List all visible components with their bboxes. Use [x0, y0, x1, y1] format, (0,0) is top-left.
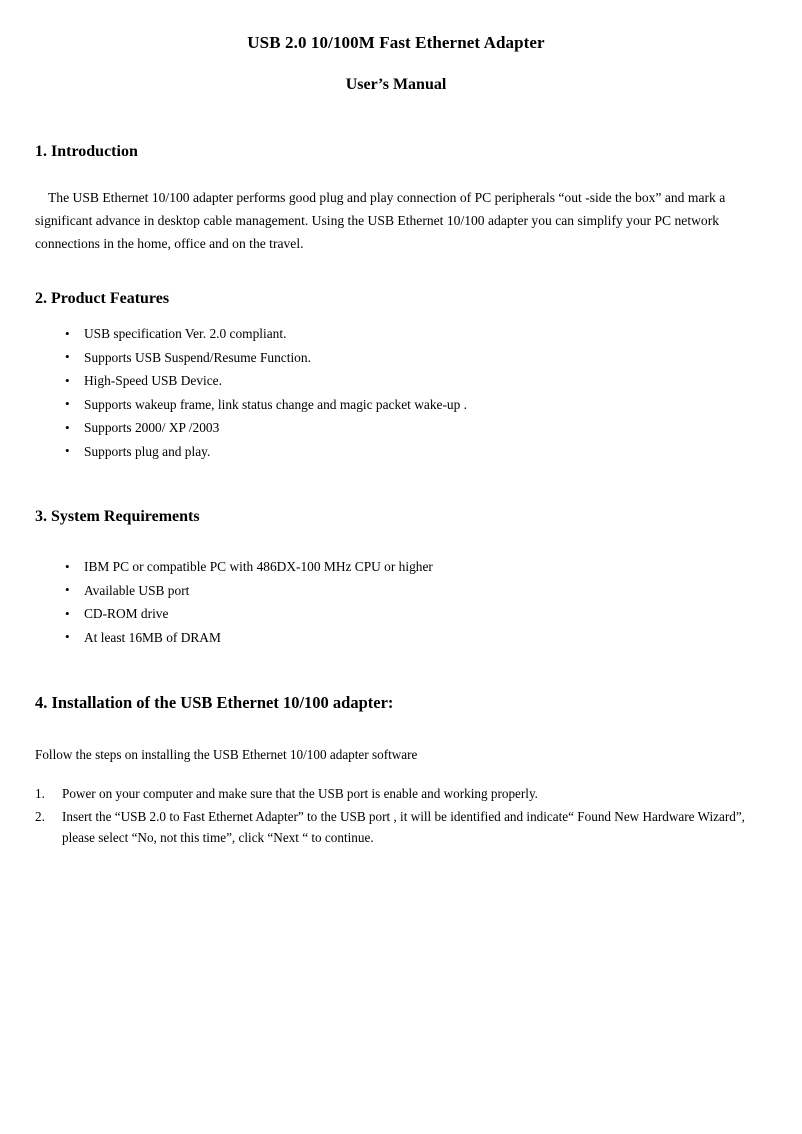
- list-item-text: Available USB port: [84, 582, 190, 598]
- section-heading-installation: 4. Installation of the USB Ethernet 10/100 adapter:: [35, 693, 394, 712]
- list-item-text: Supports plug and play.: [84, 443, 211, 459]
- document-body: [35, 0, 757, 850]
- list-item-text: Supports USB Suspend/Resume Function.: [84, 349, 311, 365]
- list-item-text: CD-ROM drive: [84, 606, 169, 621]
- list-item: [35, 579, 757, 603]
- list-item: [35, 783, 757, 805]
- list-item-text: Power on your computer and make sure that the USB port is enable and working properly.: [62, 786, 538, 801]
- section-heading-system-requirements: 3. System Requirements: [35, 508, 200, 525]
- list-item: [35, 393, 757, 417]
- list-item: [35, 806, 757, 849]
- list-item: [35, 346, 757, 370]
- list-item: [35, 369, 757, 393]
- list-item: [35, 416, 757, 440]
- section-heading-product-features: 2. Product Features: [35, 290, 170, 307]
- list-item-text: USB specification Ver. 2.0 compliant.: [84, 326, 287, 341]
- installation-steps-list: [35, 766, 757, 849]
- list-item-text: Supports wakeup frame, link status change and magic packet wake-up .: [84, 396, 467, 412]
- list-item-text: IBM PC or compatible PC with 486DX-100 MHz CPU or higher: [84, 559, 433, 574]
- list-item: [35, 626, 757, 650]
- product-features-list: [35, 309, 757, 463]
- list-item-text: Supports 2000/ XP /2003: [84, 420, 220, 435]
- installation-intro-paragraph: Follow the steps on installing the USB Ethernet 10/100 adapter software: [35, 747, 418, 762]
- list-item-text: Insert the “USB 2.0 to Fast Ethernet Adapter” to the USB port , it will be identified and indicate“ Found New Hardware Wizard”, please select “No, not this time”, click “Next “ to continue.: [62, 808, 745, 845]
- list-item: [35, 440, 757, 464]
- document-subtitle: User’s Manual: [345, 76, 447, 93]
- introduction-paragraph: The USB Ethernet 10/100 adapter performs good plug and play connection of PC peripherals “out -side the box” and mark a significant advance in desktop cable management. Using the USB Ethernet 10/100 adapter you can simplify your PC network connections in the home, office and on the travel.: [35, 190, 726, 251]
- list-item: [35, 322, 757, 346]
- list-item: [35, 555, 757, 579]
- section-heading-introduction: 1. Introduction: [35, 143, 138, 160]
- document-title: USB 2.0 10/100M Fast Ethernet Adapter: [247, 33, 545, 52]
- list-item-text: High-Speed USB Device.: [84, 373, 222, 388]
- system-requirements-list: [35, 527, 757, 649]
- list-item: [35, 602, 757, 626]
- list-item-text: At least 16MB of DRAM: [84, 629, 221, 645]
